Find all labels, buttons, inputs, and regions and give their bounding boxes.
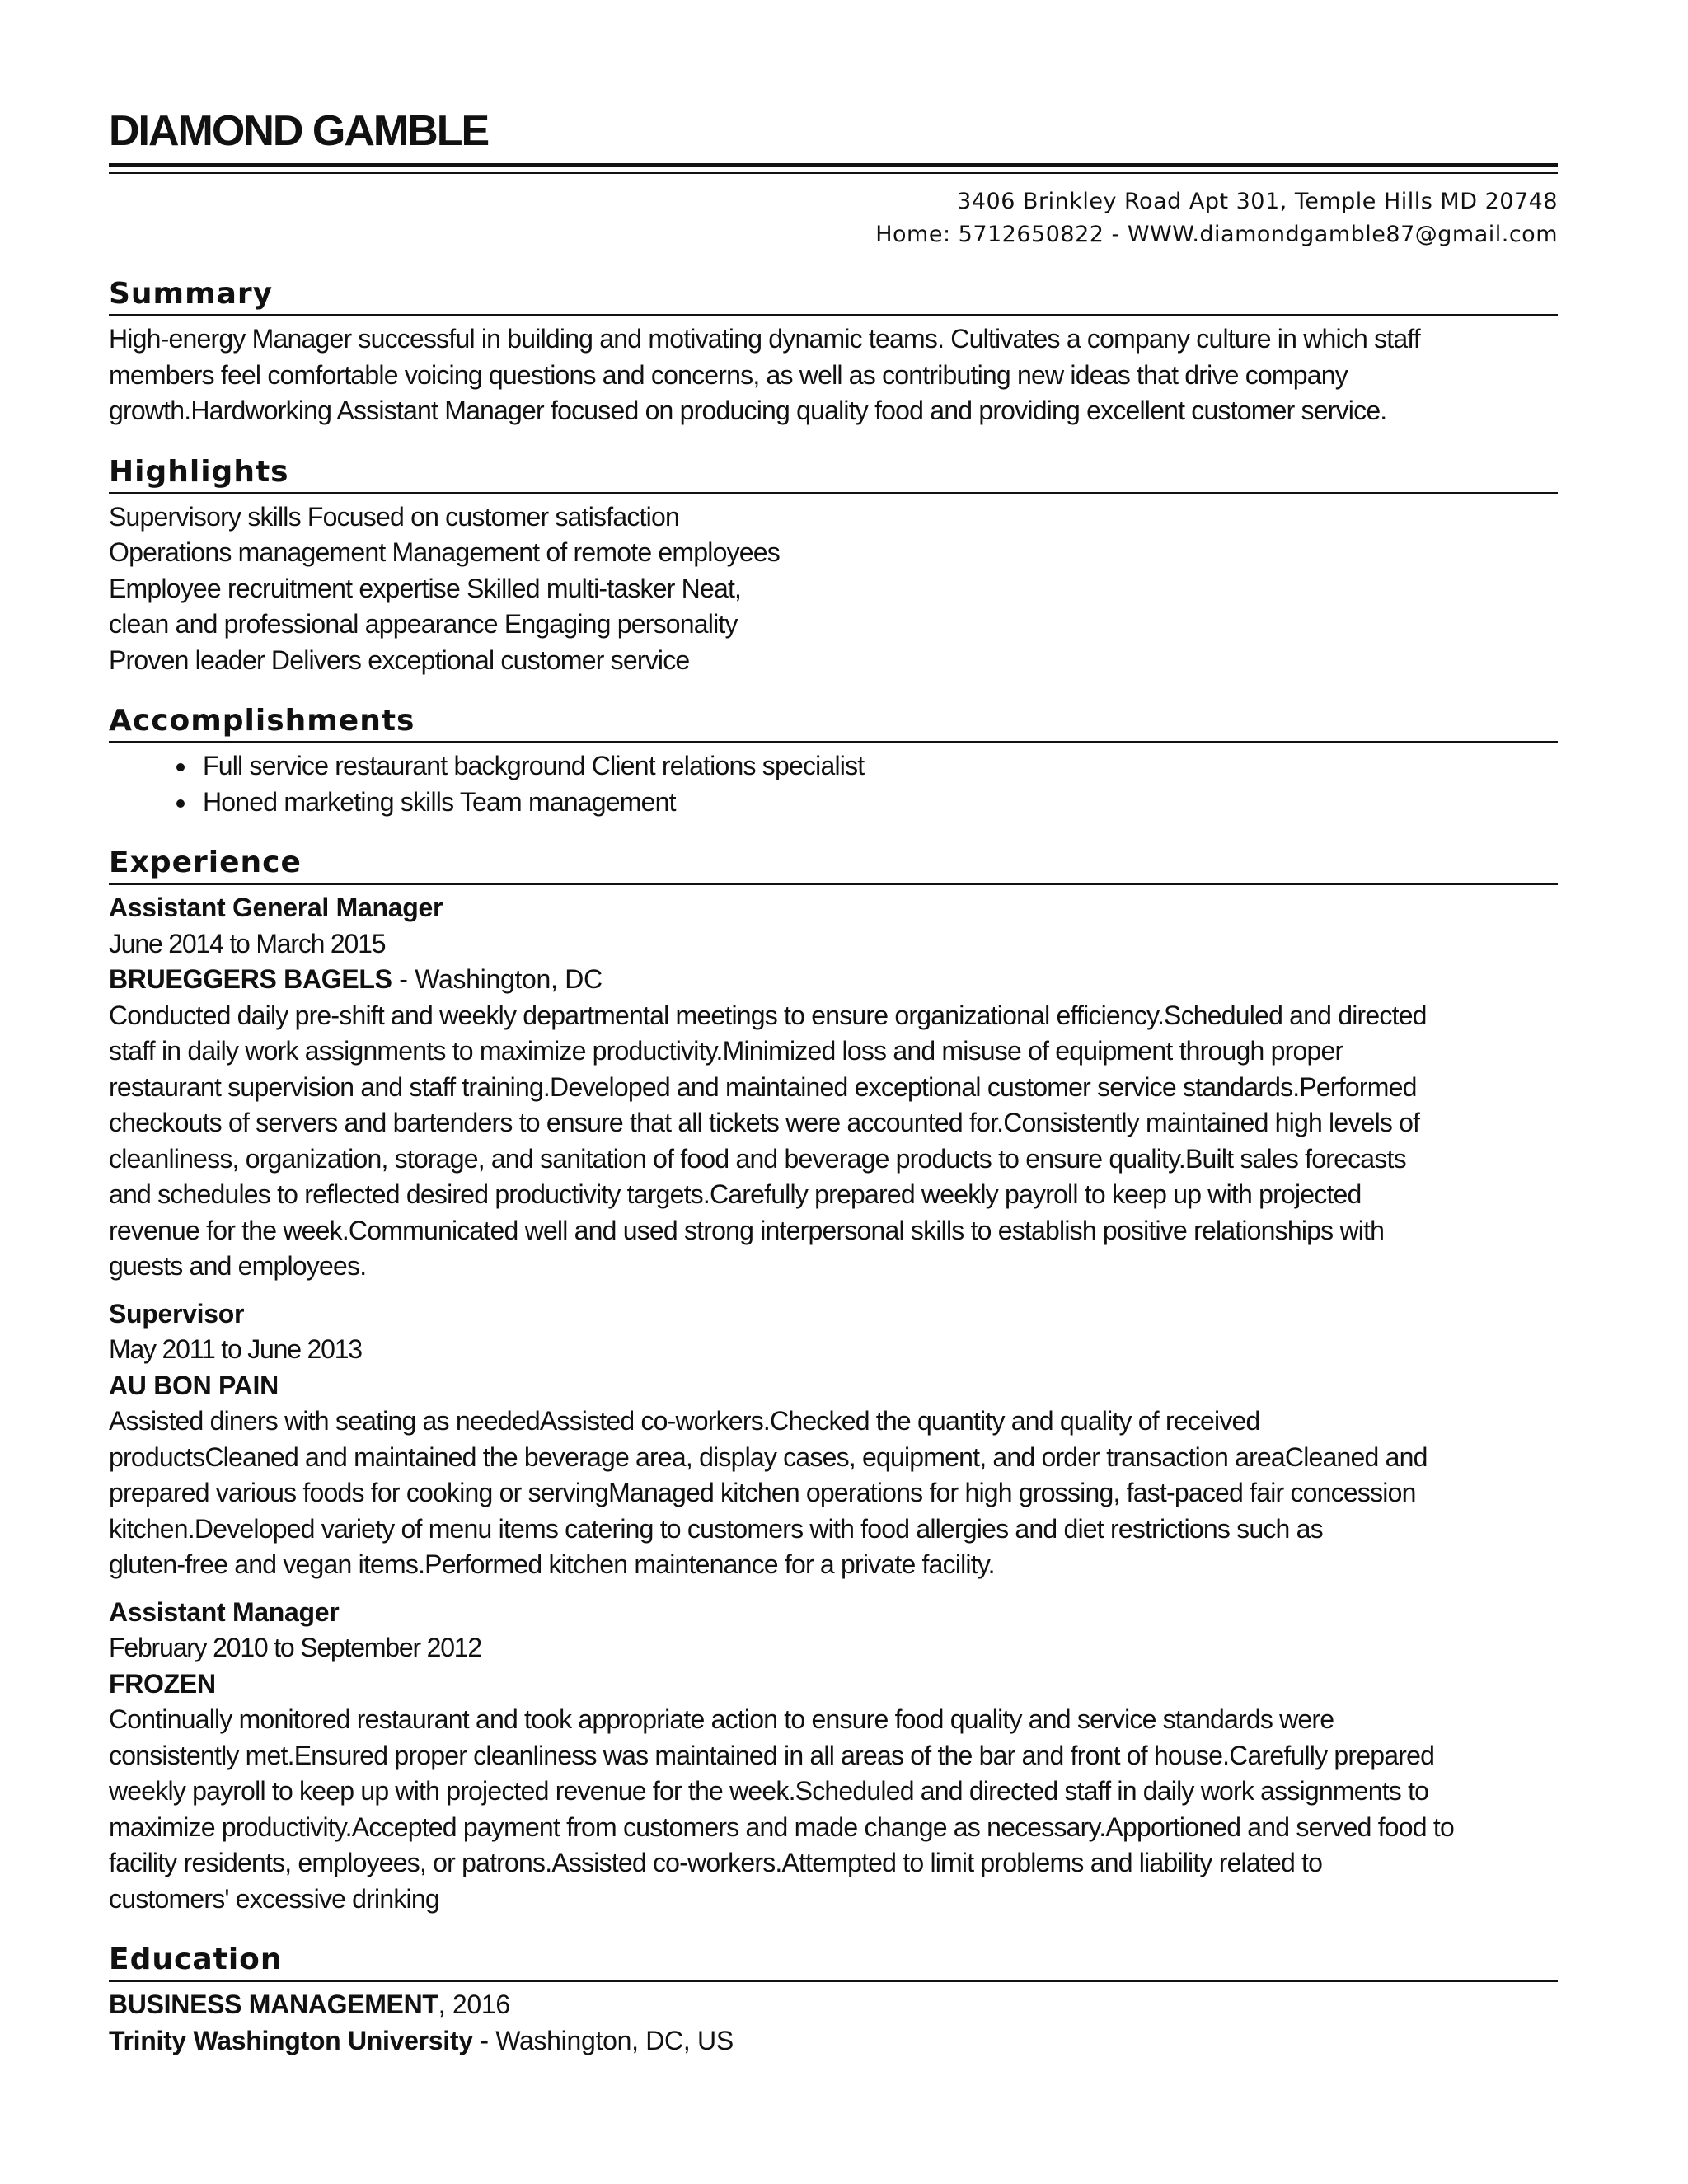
- job-description-line: facility residents, employees, or patrons.Assisted co-workers.Attempted to limit problems and liability related to: [109, 1848, 1323, 1877]
- school-line: [109, 2023, 1558, 2060]
- job-description-line: revenue for the week.Communicated well and used strong interpersonal skills to establish positive relationships with: [109, 1215, 1385, 1245]
- accomplishments-section: [109, 703, 1558, 820]
- job-description-line: gluten-free and vegan items.Performed kitchen maintenance for a private facility.: [109, 1549, 995, 1579]
- summary-line: members feel comfortable voicing questions and concerns, as well as contributing new ideas that drive company: [109, 359, 1348, 390]
- job-description-line: customers' excessive drinking: [109, 1883, 439, 1914]
- school-location: - Washington, DC, US: [472, 2025, 734, 2055]
- education-heading: Education: [109, 1942, 1558, 1982]
- job-description-line: prepared various foods for cooking or servingManaged kitchen operations for high grossing, fast-paced fair concession: [109, 1478, 1416, 1507]
- job-company-line: [109, 1666, 1558, 1703]
- header-divider: [109, 163, 1558, 174]
- job-description-line: restaurant supervision and staff training.Developed and maintained exceptional customer service standards.Performed: [109, 1071, 1417, 1102]
- highlight-line: clean and professional appearance Engaging personality: [109, 609, 738, 639]
- summary-text: [109, 321, 1558, 429]
- highlight-line: Operations management Management of remote employees: [109, 537, 780, 567]
- job-entry: [109, 1595, 1558, 1918]
- job-company: BRUEGGERS BAGELS: [109, 964, 392, 994]
- degree-line: [109, 1987, 1558, 2023]
- job-description-line: Conducted daily pre-shift and weekly departmental meetings to ensure organizational efficiency.Scheduled and directed: [109, 1000, 1427, 1030]
- highlight-line: Supervisory skills Focused on customer satisfaction: [109, 501, 679, 532]
- job-company: AU BON PAIN: [109, 1370, 279, 1400]
- job-company-line: [109, 962, 1558, 998]
- accomplishments-list: [109, 748, 1558, 820]
- job-description: [109, 998, 1558, 1285]
- job-description-line: guests and employees.: [109, 1251, 367, 1281]
- job-description-line: and schedules to reflected desired productivity targets.Carefully prepared weekly payroll to keep up with projected: [109, 1179, 1362, 1209]
- address-line: 3406 Brinkley Road Apt 301, Temple Hills MD 20748: [957, 189, 1558, 214]
- job-entry: [109, 890, 1558, 1285]
- job-description-line: productsCleaned and maintained the beverage area, display cases, equipment, and order transaction areaCleaned and: [109, 1441, 1428, 1472]
- job-description-line: weekly payroll to keep up with projected revenue for the week.Scheduled and directed staff in daily work assignments to: [109, 1776, 1429, 1806]
- highlight-line: Employee recruitment expertise Skilled multi-tasker Neat,: [109, 573, 742, 603]
- education-section: [109, 1942, 1558, 2059]
- job-dates: May 2011 to June 2013: [109, 1334, 362, 1364]
- job-title: Assistant General Manager: [109, 893, 443, 922]
- contact-line: Home: 5712650822 - WWW.diamondgamble87@gmail.com: [875, 222, 1558, 247]
- job-dates: June 2014 to March 2015: [109, 928, 386, 958]
- experience-section: [109, 845, 1558, 1917]
- job-location: - Washington, DC: [392, 964, 603, 994]
- job-description-line: checkouts of servers and bartenders to ensure that all tickets were accounted for.Consistently maintained high levels of: [109, 1108, 1420, 1137]
- job-title: Supervisor: [109, 1298, 245, 1329]
- summary-line: growth.Hardworking Assistant Manager focused on producing quality food and providing excellent customer service.: [109, 396, 1387, 425]
- job-description-line: staff in daily work assignments to maximize productivity.Minimized loss and misuse of equipment through proper: [109, 1036, 1343, 1066]
- job-description-line: consistently met.Ensured proper cleanliness was maintained in all areas of the bar and front of house.Carefully prepared: [109, 1740, 1435, 1770]
- degree-year: , 2016: [438, 1990, 510, 2019]
- accomplishments-heading: Accomplishments: [109, 703, 1558, 743]
- job-description-line: kitchen.Developed variety of menu items catering to customers with food allergies and diet restrictions such as: [109, 1513, 1323, 1544]
- list-item: • Full service restaurant background Client relations specialist: [198, 748, 1558, 785]
- list-item: • Honed marketing skills Team management: [198, 785, 1558, 821]
- job-entry: [109, 1296, 1558, 1583]
- job-dates: February 2010 to September 2012: [109, 1633, 482, 1662]
- highlight-line: Proven leader Delivers exceptional customer service: [109, 644, 690, 675]
- job-description-line: Continually monitored restaurant and took appropriate action to ensure food quality and service standards were: [109, 1704, 1334, 1734]
- highlights-heading: Highlights: [109, 454, 1558, 494]
- highlights-text: [109, 499, 1558, 679]
- job-description: [109, 1404, 1558, 1583]
- job-description-line: cleanliness, organization, storage, and sanitation of food and beverage products to ensure quality.Built sales forecasts: [109, 1143, 1406, 1174]
- job-description-line: Assisted diners with seating as neededAssisted co-workers.Checked the quantity and quality of received: [109, 1406, 1260, 1436]
- job-title: Assistant Manager: [109, 1596, 340, 1627]
- candidate-name: DIAMOND GAMBLE: [109, 107, 489, 155]
- degree: BUSINESS MANAGEMENT: [109, 1990, 438, 2019]
- job-description: [109, 1702, 1558, 1917]
- contact-block: [109, 185, 1558, 251]
- highlights-section: [109, 454, 1558, 679]
- summary-heading: Summary: [109, 276, 1558, 316]
- job-company-line: [109, 1368, 1558, 1404]
- experience-heading: Experience: [109, 845, 1558, 885]
- school-name: Trinity Washington University: [109, 2025, 473, 2055]
- job-company: FROZEN: [109, 1668, 216, 1699]
- job-description-line: maximize productivity.Accepted payment from customers and made change as necessary.Apportioned and served food to: [109, 1811, 1454, 1842]
- resume-page: [109, 105, 1558, 2059]
- summary-line: High-energy Manager successful in building and motivating dynamic teams. Cultivates a company culture in which staff: [109, 324, 1420, 354]
- summary-section: [109, 276, 1558, 429]
